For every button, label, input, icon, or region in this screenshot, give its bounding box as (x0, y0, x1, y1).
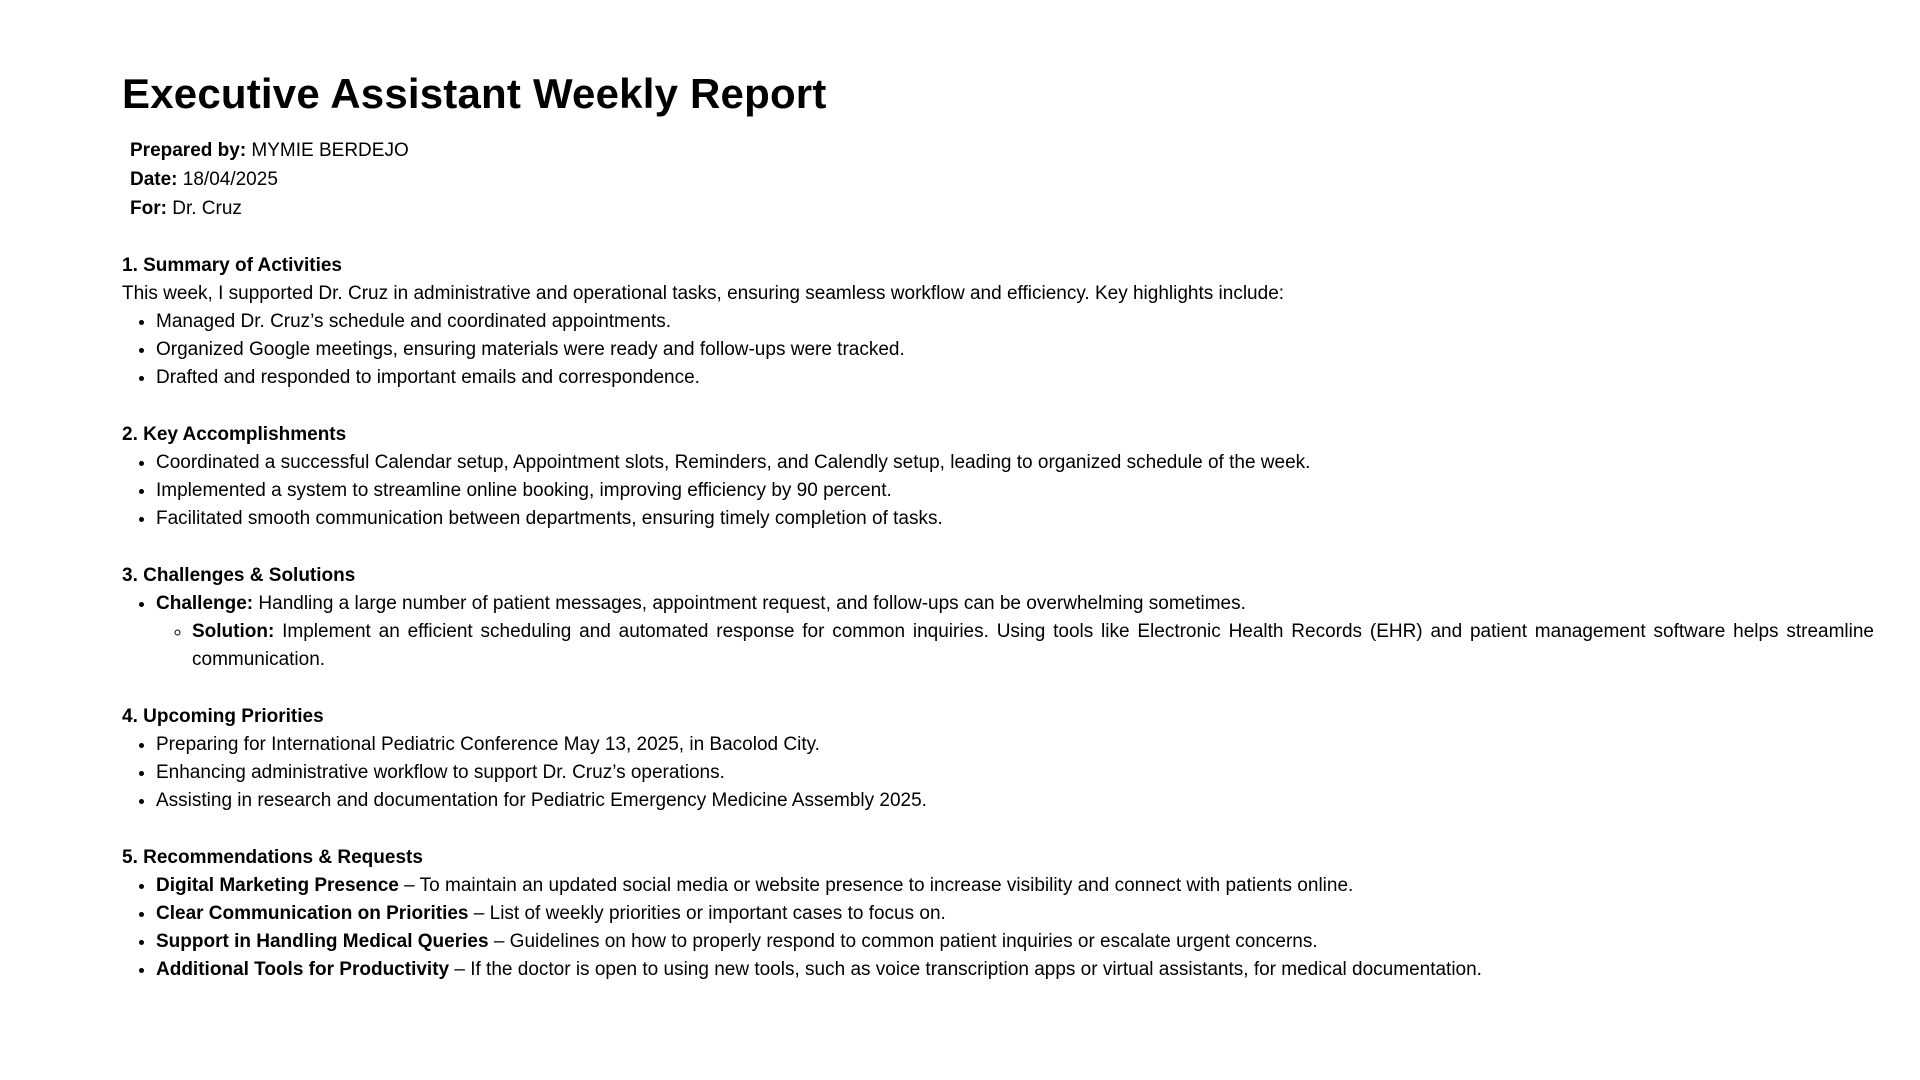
meta-prepared-by-label: Prepared by: (130, 139, 247, 161)
section-heading: 5. Recommendations & Requests (122, 846, 423, 868)
list-item (156, 787, 1874, 815)
section-intro: This week, I supported Dr. Cruz in administrative and operational tasks, ensuring seamless workflow and efficiency. Key highlights include: (122, 282, 1285, 304)
list-item-bold-lead: Solution: (192, 620, 275, 642)
section-recommendations-requests (122, 844, 1874, 984)
bullet-list (122, 590, 1874, 674)
meta-for-label: For: (130, 197, 167, 219)
document-title: Executive Assistant Weekly Report (122, 70, 827, 117)
list-item (156, 505, 1874, 533)
list-item-text: Drafted and responded to important emails and correspondence. (156, 366, 700, 388)
meta-prepared-by (130, 136, 1874, 165)
list-item (156, 928, 1874, 956)
section-heading: 1. Summary of Activities (122, 254, 342, 276)
list-item (156, 308, 1874, 336)
section-heading: 4. Upcoming Priorities (122, 705, 324, 727)
list-item-text: Assisting in research and documentation for Pediatric Emergency Medicine Assembly 2025. (156, 789, 927, 811)
document-meta (130, 136, 1874, 223)
meta-for-value: Dr. Cruz (166, 197, 242, 219)
list-item-text: Implemented a system to streamline online booking, improving efficiency by 90 percent. (156, 479, 892, 501)
list-item (156, 336, 1874, 364)
section-upcoming-priorities (122, 703, 1874, 815)
list-item (156, 477, 1874, 505)
list-item (156, 872, 1874, 900)
list-item-text: – If the doctor is open to using new tools, such as voice transcription apps or virtual assistants, for medical documentation. (449, 958, 1482, 980)
list-item-bold-lead: Challenge: (156, 592, 254, 614)
list-item (156, 956, 1874, 984)
list-item (156, 449, 1874, 477)
meta-date (130, 165, 1874, 194)
list-item-text: Coordinated a successful Calendar setup, Appointment slots, Reminders, and Calendly setup, leading to organized schedule of the week. (156, 451, 1311, 473)
list-item-text: Organized Google meetings, ensuring materials were ready and follow-ups were tracked. (156, 338, 905, 360)
list-item-solution (192, 618, 1874, 674)
meta-prepared-by-value: MYMIE BERDEJO (246, 139, 409, 161)
section-summary-of-activities (122, 252, 1874, 392)
list-item-text: Managed Dr. Cruz’s schedule and coordinated appointments. (156, 310, 672, 332)
list-item-text: – Guidelines on how to properly respond to common patient inquiries or escalate urgent concerns. (488, 930, 1318, 952)
list-item-text: Implement an efficient scheduling and automated response for common inquiries. Using tools like Electronic Health Records (EHR) and patient management software helps streamline communication. (192, 620, 1874, 670)
section-key-accomplishments (122, 421, 1874, 533)
section-challenges-solutions (122, 562, 1874, 674)
bullet-list (122, 308, 1874, 392)
meta-date-label: Date: (130, 168, 178, 190)
list-item (156, 900, 1874, 928)
list-item-text: – To maintain an updated social media or website presence to increase visibility and connect with patients online. (398, 874, 1354, 896)
list-item-text: Enhancing administrative workflow to support Dr. Cruz’s operations. (156, 761, 725, 783)
list-item (156, 759, 1874, 787)
list-item-bold-lead: Clear Communication on Priorities (156, 902, 469, 924)
sub-bullet-list (156, 618, 1874, 674)
list-item-bold-lead: Support in Handling Medical Queries (156, 930, 489, 952)
bullet-list (122, 449, 1874, 533)
list-item (156, 731, 1874, 759)
list-item-text: – List of weekly priorities or important cases to focus on. (468, 902, 946, 924)
list-item (156, 364, 1874, 392)
meta-date-value: 18/04/2025 (177, 168, 278, 190)
list-item-bold-lead: Additional Tools for Productivity (156, 958, 450, 980)
section-heading: 2. Key Accomplishments (122, 423, 347, 445)
meta-for (130, 194, 1874, 223)
list-item-text: Handling a large number of patient messages, appointment request, and follow-ups can be overwhelming sometimes. (253, 592, 1246, 614)
section-heading: 3. Challenges & Solutions (122, 564, 356, 586)
bullet-list (122, 872, 1874, 984)
list-item-text: Facilitated smooth communication between departments, ensuring timely completion of tasks. (156, 507, 943, 529)
list-item-text: Preparing for International Pediatric Conference May 13, 2025, in Bacolod City. (156, 733, 820, 755)
list-item-challenge (156, 590, 1874, 674)
bullet-list (122, 731, 1874, 815)
list-item-bold-lead: Digital Marketing Presence (156, 874, 399, 896)
